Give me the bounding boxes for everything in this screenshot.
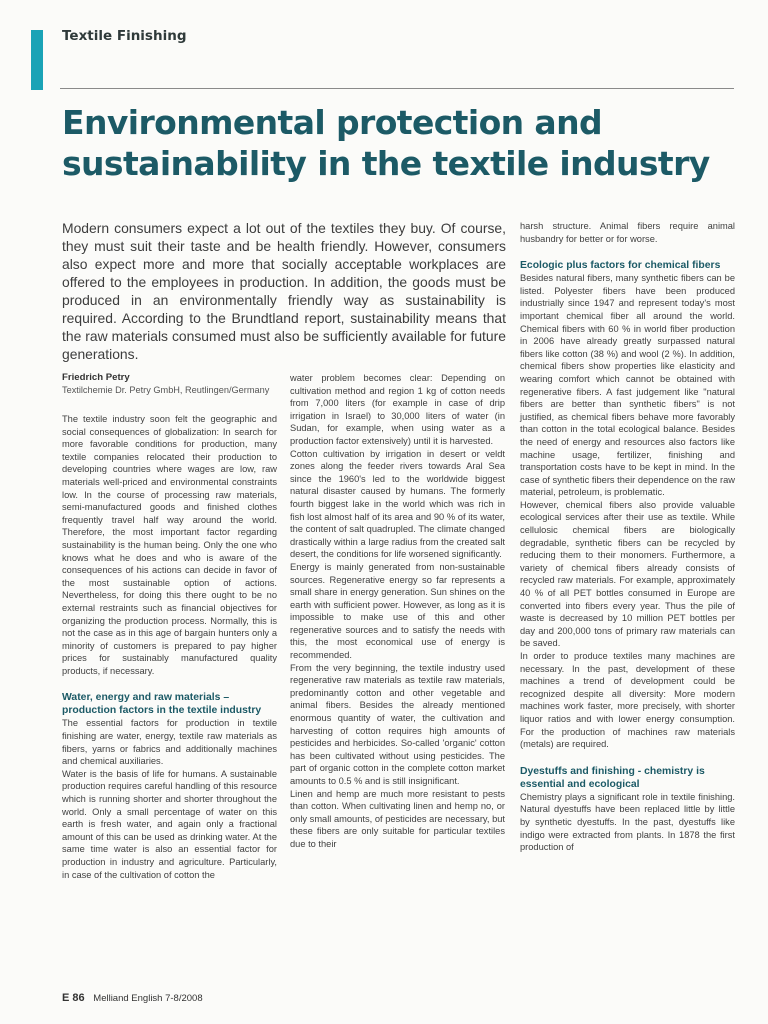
page-number: E 86 [62,992,85,1004]
subheading-water-energy: Water, energy and raw materials – production factors in the textile industry [62,692,262,717]
section-accent-bar [31,30,43,90]
subheading-chemical-fibers: Ecologic plus factors for chemical fibers [520,260,721,272]
title-line-1: Environmental protection and [62,103,603,142]
column-3 [520,220,735,854]
paragraph: The essential factors for production in textile finishing are water, energy, textile raw materials as fibers, yarns or fabrics and additionally machines and chemical auxiliaries. [62,718,277,767]
column-1 [62,413,277,881]
subheading-dyestuffs: Dyestuffs and finishing - chemistry is essential and ecological [520,765,705,790]
intro-lead: Modern consumers expect a lot out of the textiles they buy. Of course, they must suit their taste and be health friendly. However, consumers also expect more and more that socially acceptable workplaces are offered to the employees in production. In addition, the goods must be produced in an environmentally friendly way as sustainability is required. According to the Brundtland report, sustainability means that the raw materials consumed must also be sufficiently available for future generations. [62,220,506,362]
paragraph: From the very beginning, the textile industry used regenerative raw materials as textile raw materials, predominantly cotton and other vegetable and animal fibers. Besides the already mentioned enormous quantity of water, the cultivation and harvesting of cotton requires high amounts of pesticides and herbicides. So-called 'organic' cotton has been cultivated without using pesticides. The part of organic cotton in the complete cotton market amounts to 0.5 % and is still insignificant. [290,662,505,786]
paragraph: However, chemical fibers also provide valuable ecological services after their use as textile. While cellulosic chemical fibers are biologically degradable, synthetic fibers can be recycled by reducing them to their monomers. Furthermore, a variety of chemical fibers already consists of recycled raw materials. For example, approximately 40 % of all PET bottles consumed in Europe are converted into fibers every year. Thus the pile of waste is decreased by 10 million PET bottles per day and 200,000 tons of primary raw materials can be saved. [520,499,735,649]
paragraph: Linen and hemp are much more resistant to pests than cotton. When cultivating linen and hemp no, or only small amounts, of pesticides are necessary, but these fibers are only suitable for particular textiles due to their [290,788,505,849]
paragraph: In order to produce textiles many machines are necessary. In the past, development of these machines a trend of development could be recognized despite all diversity: More modern machines work faster, more precisely, with shorter liquor ratios and with lower energy consumption. For the production of machines raw materials (metals) are required. [520,651,735,750]
author-affiliation: Textilchemie Dr. Petry GmbH, Reutlingen/Germany [62,385,270,395]
page-footer [62,992,203,1004]
paragraph: Water is the basis of life for humans. A sustainable production requires careful handling of this resource which is running shorter and shorter throughout the world. Only a small percentage of water on this earth is fresh water, and again only a fractional amount of this can be used as drinking water. At the same time water is also an essential factor for production in industry and agriculture. Particularly, in case of the cultivation of cotton the [62,768,277,880]
column-2 [290,372,505,851]
article-title [62,102,710,184]
paragraph: water problem becomes clear: Depending on cultivation method and region 1 kg of cotton needs from 7,000 liters (for example in case of drip irrigation in Israel) to 30,000 liters of water (in Sudan, for example, when using water as a production factor extensively) until it is harvested. [290,373,505,446]
section-label: Textile Finishing [62,28,187,44]
paragraph: Besides natural fibers, many synthetic fibers can be listed. Polyester fibers have been produced industrially since 1947 and represent today's most important chemical fiber all around the world. Chemical fibers with 60 % in world fiber production in 2006 have already greatly surpassed natural fibers like cotton (38 %) and wool (2 %). In addition, chemical fibers show properties like elasticity and wearing comfort which cannot be obtained with regenerative fibers. A fast judgement like "natural fibers are better than synthetic fibers" is not justified, as chemical fibers behave more favorably than cotton in the total ecological balance. Besides the need of energy and resources also factors like machine usage, fertilizer, finishing and transportation costs have to be kept in mind. In the case of synthetic fibers their dependence on the raw material, petroleum, is problematic. [520,273,735,498]
journal-issue: Melliand English 7-8/2008 [93,993,203,1004]
paragraph: harsh structure. Animal fibers require animal husbandry for better or for worse. [520,221,735,244]
byline [62,372,282,395]
author-name: Friedrich Petry [62,372,130,383]
title-line-2: sustainability in the textile industry [62,144,710,183]
paragraph: Energy is mainly generated from non-sustainable sources. Regenerative energy so far represents a small share in energy generation. Sun shines on the earth with sufficient power. However, as long as it is impossible to make use of this and other regenerative sources and to satisfy the needs with this, the most economical use of energy is recommended. [290,561,505,661]
header-rule [60,88,734,89]
paragraph: The textile industry soon felt the geographic and social consequences of globalization: In search for more favorable conditions for production, many textile companies relocated their production to developing countries where wages are low, raw materials well-priced and environmental constraints low. In the course of processing raw materials, semi-manufactured goods and finished clothes frequently travel half way around the world. Therefore, the most important factor regarding sustainability is the human being. Only the one who knows what he does and who is aware of the consequences of his actions can decide in favor of the most sustainable option of actions. Nevertheless, for doing this there ought to be no external restraints such as financial objectives for organizing the production process. Normally, this is not the case as in this age of bargain hunters only a minority of customers is prepared to pay higher prices for sustainably manufactured quality products, if necessary. [62,414,277,676]
paragraph: Cotton cultivation by irrigation in desert or veldt zones along the feeder rivers towards Aral Sea since the 1960's led to the worldwide biggest natural disaster caused by humans. The formerly fourth biggest lake in the world which was rich in fish lost almost half of its area and 90 % of its water, the content of salt quadrupled. The climate changed drastically within a large radius from the created salt desert, the conditions for life worsened significantly. [290,448,505,560]
paragraph: Chemistry plays a significant role in textile finishing. Natural dyestuffs have been replaced little by little by synthetic dyestuffs. In the past, dyestuffs like indigo were extracted from plants. In 1878 the first production of [520,791,735,853]
